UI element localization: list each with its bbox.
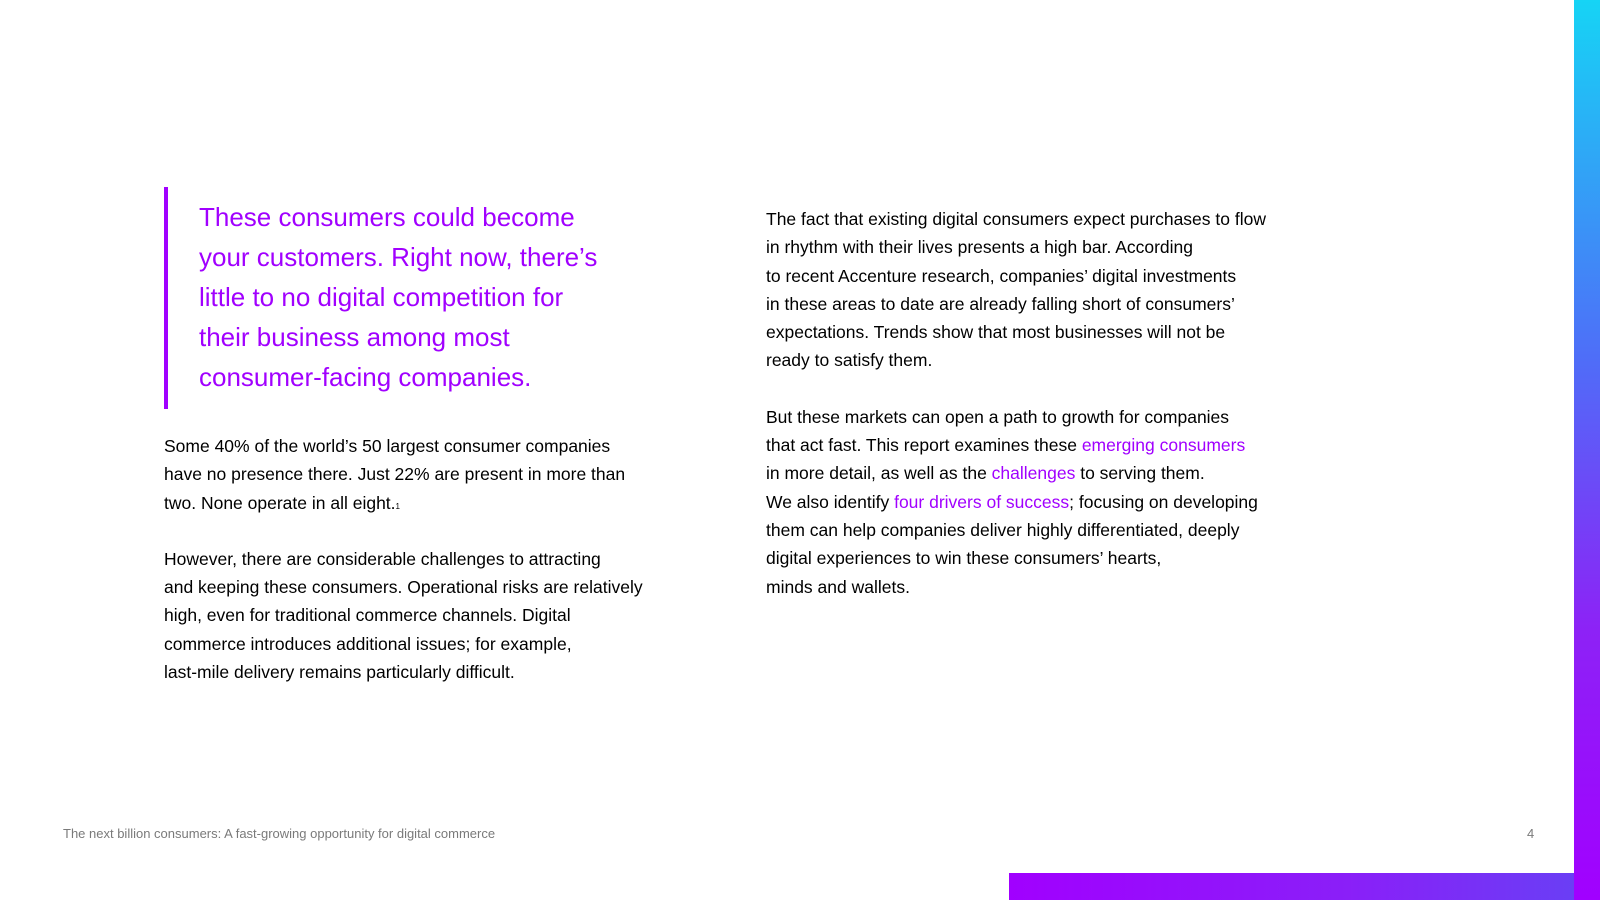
text-line: However, there are considerable challenges to attracting — [164, 548, 601, 569]
pull-quote — [164, 187, 669, 409]
emerging-consumers-link[interactable]: emerging consumers — [1081, 435, 1246, 456]
bottom-gradient-bar — [1009, 873, 1574, 900]
text-segment: ; focusing on developing — [1069, 491, 1258, 512]
text-segment: We also identify — [766, 491, 895, 512]
footnote-marker[interactable]: 1 — [395, 501, 400, 511]
side-gradient-bar — [1574, 0, 1600, 900]
text-line: in these areas to date are already falling short of consumers’ — [766, 293, 1235, 314]
challenges-link[interactable]: challenges — [991, 463, 1076, 484]
text-line: The fact that existing digital consumers expect purchases to flow — [766, 209, 1266, 229]
right-paragraph-2 — [766, 403, 1336, 601]
text-line: have no presence there. Just 22% are present in more than — [164, 464, 626, 485]
text-line: expectations. Trends show that most businesses will not be — [766, 322, 1226, 343]
text-line: them can help companies deliver highly differentiated, deeply — [766, 519, 1240, 540]
text-line: But these markets can open a path to growth for companies — [766, 406, 1230, 427]
text-line: Some 40% of the world’s 50 largest consumer companies — [164, 436, 611, 456]
quote-line: little to no digital competition for — [199, 282, 564, 312]
left-paragraph-1 — [164, 432, 684, 517]
right-paragraph-1 — [766, 205, 1336, 375]
text-line: high, even for traditional commerce channels. Digital — [164, 605, 571, 626]
text-segment: in more detail, as well as the — [766, 463, 992, 484]
text-line: to recent Accenture research, companies’ digital investments — [766, 265, 1237, 286]
quote-line: consumer-facing companies. — [199, 362, 532, 392]
text-segment: to serving them. — [1075, 463, 1205, 484]
four-drivers-link[interactable]: four drivers of success — [894, 491, 1070, 512]
quote-line: their business among most — [199, 322, 510, 352]
footer-document-title: The next billion consumers: A fast-growing opportunity for digital commerce — [63, 826, 496, 841]
quote-line: your customers. Right now, there’s — [199, 242, 598, 272]
text-line: two. None operate in all eight. — [164, 492, 396, 513]
text-line: in rhythm with their lives presents a high bar. According — [766, 237, 1194, 258]
text-line: minds and wallets. — [766, 576, 910, 597]
text-line: last-mile delivery remains particularly difficult. — [164, 662, 515, 683]
left-paragraph-2 — [164, 545, 684, 686]
left-column — [164, 432, 684, 686]
text-segment: that act fast. This report examines these — [766, 435, 1082, 456]
quote-line: These consumers could become — [199, 202, 575, 232]
text-line: digital experiences to win these consumers’ hearts, — [766, 548, 1162, 569]
text-line: ready to satisfy them. — [766, 350, 933, 371]
text-line: commerce introduces additional issues; for example, — [164, 633, 572, 654]
right-column — [766, 205, 1336, 601]
text-line: and keeping these consumers. Operational risks are relatively — [164, 577, 643, 598]
page-number: 4 — [1527, 826, 1535, 841]
